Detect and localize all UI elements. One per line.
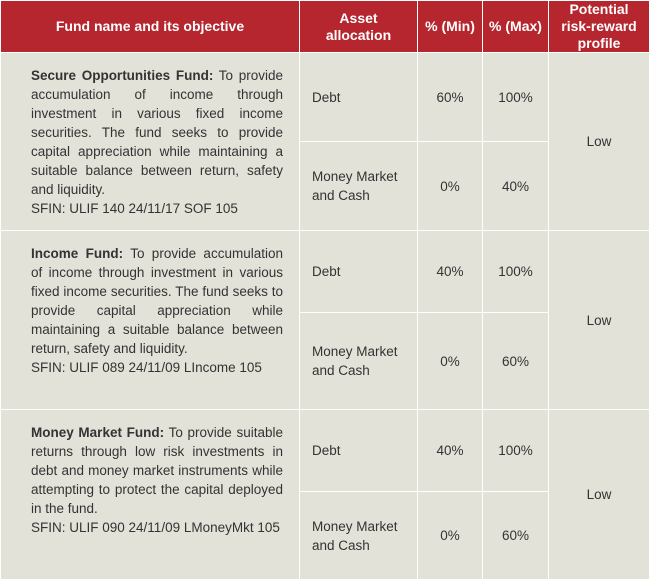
max-percent: 100% — [483, 231, 549, 313]
asset-type: Money Market and Cash — [300, 492, 418, 580]
min-percent: 40% — [418, 231, 483, 313]
fund-name: Secure Opportunities Fund: — [31, 68, 213, 83]
header-asset-allocation: Asset allocation — [300, 1, 418, 53]
min-percent: 40% — [418, 410, 483, 492]
risk-profile: Low — [549, 410, 649, 580]
risk-profile: Low — [549, 231, 649, 410]
asset-type: Debt — [300, 53, 418, 142]
table-row — [1, 410, 649, 492]
fund-sfin: SFIN: ULIF 090 24/11/09 LMoneyMkt 105 — [31, 518, 283, 537]
table-row — [1, 231, 649, 313]
min-percent: 0% — [418, 492, 483, 580]
table-row — [1, 53, 649, 142]
fund-objective-cell — [1, 410, 300, 580]
fund-objective-cell — [1, 231, 300, 410]
fund-objective: To provide accumulation of income through investment in various fixed income securities. The fund seeks to provide capital appreciation while maintaining a suitable balance between return, safety and liquidity. — [31, 246, 283, 356]
max-percent: 100% — [483, 410, 549, 492]
asset-type: Debt — [300, 231, 418, 313]
header-row — [1, 1, 649, 53]
fund-name: Money Market Fund: — [31, 425, 164, 440]
fund-sfin: SFIN: ULIF 140 24/11/17 SOF 105 — [31, 199, 283, 218]
asset-type: Debt — [300, 410, 418, 492]
header-fund-name: Fund name and its objective — [1, 1, 300, 53]
header-max-percent: % (Max) — [483, 1, 549, 53]
min-percent: 60% — [418, 53, 483, 142]
max-percent: 60% — [483, 313, 549, 410]
max-percent: 60% — [483, 492, 549, 580]
min-percent: 0% — [418, 142, 483, 231]
risk-profile: Low — [549, 53, 649, 231]
fund-objective-cell — [1, 53, 300, 231]
header-min-percent: % (Min) — [418, 1, 483, 53]
max-percent: 40% — [483, 142, 549, 231]
fund-objective: To provide accumulation of income through investment in various fixed income securities. The fund seeks to provide capital appreciation while maintaining a suitable balance between return, safety and liquidity. — [31, 68, 283, 197]
asset-type: Money Market and Cash — [300, 142, 418, 231]
min-percent: 0% — [418, 313, 483, 410]
header-risk-profile: Potential risk-reward profile — [549, 1, 649, 53]
max-percent: 100% — [483, 53, 549, 142]
fund-name: Income Fund: — [31, 246, 123, 261]
fund-sfin: SFIN: ULIF 089 24/11/09 LIncome 105 — [31, 358, 283, 377]
fund-objective: To provide suitable returns through low risk investments in debt and money market instruments while attempting to protect the capital deployed in the fund. — [31, 425, 283, 516]
asset-type: Money Market and Cash — [300, 313, 418, 410]
